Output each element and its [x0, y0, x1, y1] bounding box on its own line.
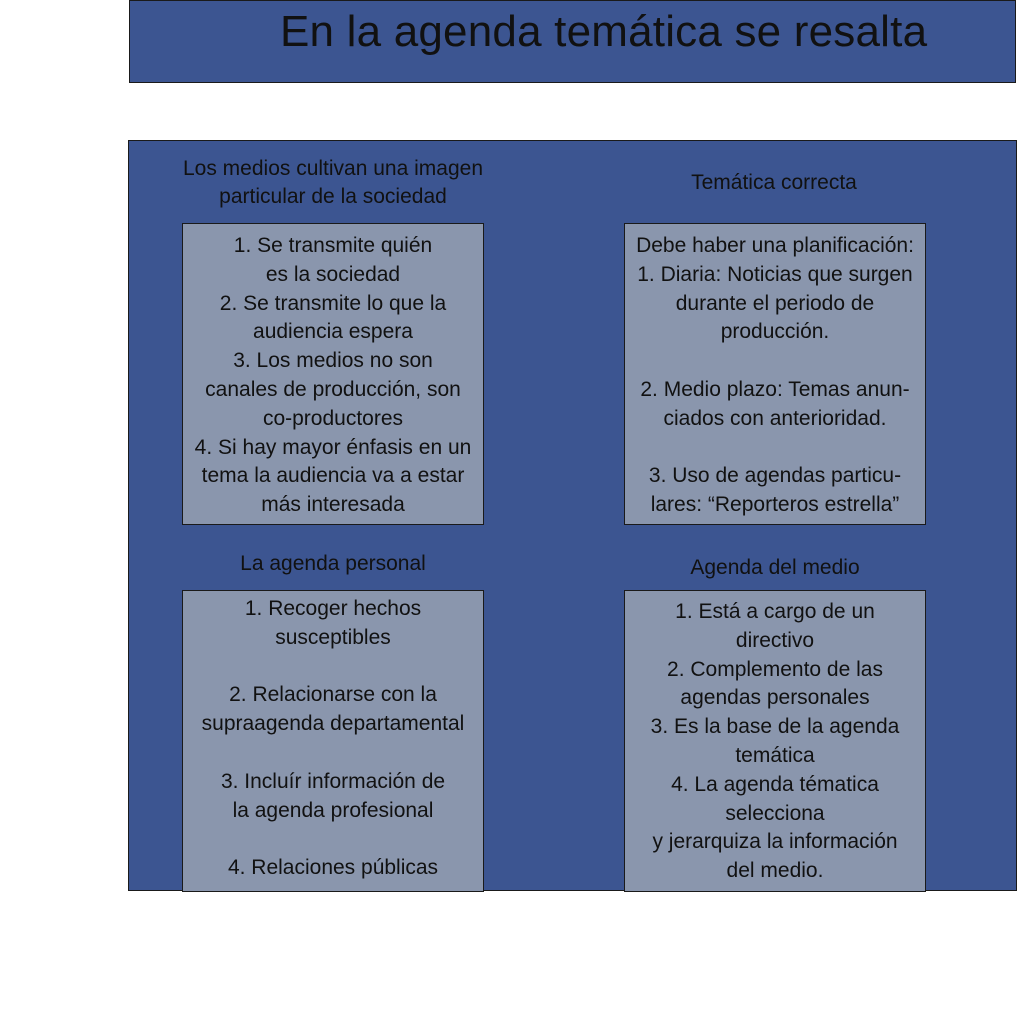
heading-bottom-right: Agenda del medio	[690, 556, 860, 579]
heading-top-left: Los medios cultivan una imagen particular de la sociedad	[182, 157, 483, 208]
box-bottom-left	[182, 590, 484, 892]
title-banner	[129, 0, 1016, 83]
heading-bottom-left: La agenda personal	[240, 552, 426, 575]
box-text-bottom-right: 1. Está a cargo de un directivo 2. Complemento de las agendas personales 3. Es la base de la agenda temática 4. La agenda tématica selecciona y jerarquiza la información del medio.	[650, 600, 900, 883]
heading-top-right: Temática correcta	[691, 171, 857, 194]
box-top-right	[624, 223, 926, 525]
box-text-bottom-left: 1. Recoger hechos susceptibles 2. Relacionarse con la supraagenda departamental 3. Incluír información de la agenda profesional 4. Relaciones públicas	[201, 597, 465, 880]
main-panel	[128, 140, 1017, 891]
page-title: En la agenda temática se resalta	[280, 7, 928, 56]
box-top-left	[182, 223, 484, 525]
box-text-top-left: 1. Se transmite quién es la sociedad 2. Se transmite lo que la audiencia espera 3. Los medios no son canales de producción, son co-productores 4. Si hay mayor énfasis en un tema la audiencia va a estar más interesada	[194, 234, 472, 517]
box-text-top-right: Debe haber una planificación: 1. Diaria: Noticias que surgen durante el periodo de producción. 2. Medio plazo: Temas anun- ciados con anterioridad. 3. Uso de agendas particu- lares: “Reporteros estrella”	[636, 234, 914, 517]
box-bottom-right	[624, 590, 926, 892]
